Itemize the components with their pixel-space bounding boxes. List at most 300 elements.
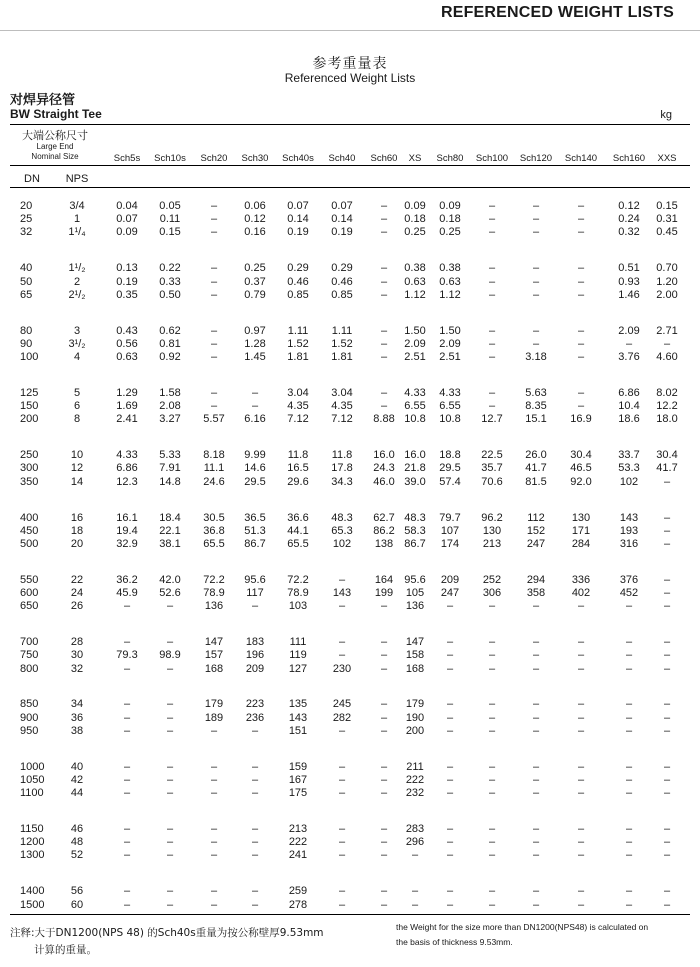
nps-cell: 46 [70, 823, 84, 835]
nps-cell: 4 [73, 351, 81, 363]
weight-cell-sch100: – [488, 885, 496, 898]
weight-cell-sch120: 247 [526, 537, 546, 550]
weight-cell-sch20: – [210, 213, 218, 226]
weight-cell-sch120: – [532, 711, 540, 724]
weight-cell-xs: 168 [405, 662, 425, 675]
weight-cell-xs: 105 [405, 587, 425, 599]
weight-cell-sch10s: 3.27 [159, 413, 181, 426]
weight-cell-sch20: – [210, 337, 218, 350]
weight-cell-sch40: 17.8 [331, 462, 353, 475]
weight-cell-sch60: – [380, 275, 388, 288]
weight-cell-sch5s: 12.3 [116, 475, 138, 488]
weight-cell-sch5s: – [123, 724, 131, 737]
weight-cell-sch120: – [532, 324, 540, 337]
column-header-sch80: Sch80 [436, 153, 464, 164]
weight-cell-sch160: 1.46 [618, 288, 640, 301]
weight-cell-sch30: 183 [245, 636, 265, 649]
weight-cell-sch10s: – [166, 885, 174, 898]
weight-cell-sch30: 0.16 [244, 226, 266, 239]
weight-cell-xxs: – [663, 836, 671, 849]
weight-cell-xs: – [411, 849, 419, 862]
weight-cell-sch10s: – [166, 600, 174, 613]
weight-cell-sch160: 452 [619, 587, 639, 599]
dn-cell: 100 [20, 351, 39, 363]
nps-cell: 42 [70, 773, 84, 786]
weight-cell-sch30: – [251, 724, 259, 737]
weight-cell-sch20: 11.1 [203, 462, 225, 475]
weight-cell-sch120: – [532, 836, 540, 849]
weight-cell-sch10s: 0.22 [159, 262, 181, 275]
nps-cell: 1 [73, 213, 81, 226]
weight-cell-sch40s: 143 [288, 711, 308, 724]
weight-cell-sch30: 1.45 [244, 351, 266, 363]
weight-cell-sch140: 130 [571, 511, 591, 524]
table-row [0, 848, 700, 863]
weight-cell-sch30: – [251, 400, 259, 413]
weight-cell-sch30: 95.6 [244, 573, 266, 586]
weight-cell-sch60: – [380, 711, 388, 724]
weight-cell-sch30: 14.6 [244, 462, 266, 475]
footnote-cn-line1: 注释:大于DN1200(NPS 48) 的Sch40s重量为按公称壁厚9.53mm [10, 927, 324, 939]
weight-cell-sch5s: – [123, 600, 131, 613]
dn-cell: 40 [20, 262, 33, 275]
weight-cell-sch100: – [488, 288, 496, 301]
footnote-en-line2: the basis of thickness 9.53mm. [396, 937, 513, 947]
weight-cell-sch5s: – [123, 773, 131, 786]
weight-cell-sch140: 336 [571, 573, 591, 586]
weight-cell-sch40: – [338, 898, 346, 911]
weight-cell-sch80: – [446, 760, 454, 773]
weight-cell-xs: 200 [405, 724, 425, 737]
weight-cell-sch10s: 52.6 [159, 587, 181, 599]
weight-cell-sch120: – [532, 337, 540, 350]
weight-cell-sch20: 136 [204, 600, 224, 613]
weight-cell-sch100: – [488, 760, 496, 773]
weight-cell-sch40s: 0.46 [287, 275, 309, 288]
weight-cell-sch20: – [210, 898, 218, 911]
weight-cell-sch40s: 159 [288, 760, 308, 773]
nps-cell: 48 [70, 836, 84, 849]
nps-cell: 28 [70, 636, 84, 649]
weight-cell-sch100: – [488, 836, 496, 849]
weight-cell-sch160: 0.32 [618, 226, 640, 239]
nps-cell: 6 [73, 400, 81, 413]
table-row [0, 350, 700, 365]
weight-cell-sch10s: 0.50 [159, 288, 181, 301]
weight-cell-sch80: – [446, 836, 454, 849]
weight-cell-sch40s: 0.19 [287, 226, 309, 239]
weight-cell-xs: 211 [406, 760, 424, 773]
weight-cell-sch80: – [446, 662, 454, 675]
weight-cell-sch20: – [210, 823, 218, 835]
weight-cell-sch60: – [380, 898, 388, 911]
weight-cell-sch10s: 5.33 [159, 449, 181, 462]
dn-cell: 20 [20, 200, 33, 212]
weight-cell-sch20: – [210, 288, 218, 301]
nps-cell: 3/4 [69, 200, 85, 212]
weight-cell-sch120: – [532, 226, 540, 239]
weight-cell-sch160: 376 [619, 573, 639, 586]
weight-cell-sch140: – [577, 773, 585, 786]
weight-cell-sch40: 102 [332, 537, 352, 550]
weight-cell-sch140: – [577, 636, 585, 649]
weight-cell-sch160: – [625, 836, 633, 849]
weight-cell-sch40s: 111 [289, 636, 307, 649]
weight-cell-sch120: 152 [526, 524, 546, 537]
weight-cell-sch30: 0.97 [244, 324, 266, 337]
table-row [0, 288, 700, 303]
weight-cell-sch160: 3.76 [618, 351, 640, 363]
weight-cell-sch60: – [380, 288, 388, 301]
dn-cell: 550 [20, 573, 39, 586]
weight-cell-sch120: – [532, 288, 540, 301]
section-title-en: BW Straight Tee [10, 107, 102, 121]
weight-cell-sch60: – [380, 773, 388, 786]
weight-cell-xs: 2.51 [404, 351, 426, 363]
weight-cell-xxs: 12.2 [656, 400, 678, 413]
weight-cell-sch40s: 151 [288, 724, 308, 737]
weight-cell-xxs: 30.4 [656, 449, 678, 462]
weight-cell-sch160: 0.51 [618, 262, 640, 275]
weight-cell-sch140: – [577, 760, 585, 773]
weight-cell-sch40s: 259 [288, 885, 308, 898]
weight-cell-sch140: 284 [571, 537, 591, 550]
column-header-sch5s: Sch5s [113, 153, 141, 164]
weight-cell-sch140: – [577, 787, 585, 800]
weight-cell-sch30: 117 [246, 587, 264, 599]
nps-cell: 12 [70, 462, 84, 475]
weight-cell-sch40s: 0.85 [287, 288, 309, 301]
weight-cell-sch140: – [577, 724, 585, 737]
weight-cell-sch40s: 103 [288, 600, 308, 613]
weight-cell-sch80: 0.38 [439, 262, 461, 275]
dn-cell: 90 [20, 337, 33, 350]
weight-cell-xs: 158 [405, 649, 425, 662]
dn-cell: 200 [20, 413, 39, 426]
weight-cell-xxs: – [663, 524, 671, 537]
weight-cell-sch100: – [488, 400, 496, 413]
nps-cell: 26 [70, 600, 84, 613]
dn-cell: 1150 [20, 823, 44, 835]
weight-cell-xxs: – [663, 773, 671, 786]
table-body-rule [10, 187, 690, 188]
weight-cell-sch140: – [577, 823, 585, 835]
weight-cell-sch80: 57.4 [439, 475, 461, 488]
weight-cell-sch60: – [380, 351, 388, 363]
weight-cell-sch140: – [577, 649, 585, 662]
table-row [0, 537, 700, 552]
weight-cell-sch40s: 213 [288, 823, 308, 835]
nps-cell: 3¹/₂ [68, 337, 86, 350]
weight-cell-sch60: – [380, 724, 388, 737]
weight-cell-sch40: – [338, 773, 346, 786]
nps-cell: 5 [73, 386, 81, 399]
weight-cell-sch160: – [625, 337, 633, 350]
weight-cell-xs: 48.3 [404, 511, 426, 524]
weight-cell-sch30: – [251, 898, 259, 911]
weight-cell-sch30: 236 [245, 711, 265, 724]
weight-cell-sch120: 26.0 [525, 449, 547, 462]
nps-cell: 38 [70, 724, 84, 737]
weight-cell-xs: 21.8 [404, 462, 426, 475]
weight-cell-sch40: 230 [332, 662, 352, 675]
weight-cell-sch160: – [625, 898, 633, 911]
weight-cell-xs: 10.8 [404, 413, 426, 426]
weight-cell-xxs: 0.45 [656, 226, 678, 239]
weight-cell-xxs: – [663, 787, 671, 800]
weight-cell-sch120: – [532, 760, 540, 773]
weight-cell-sch60: – [380, 849, 388, 862]
weight-cell-sch10s: 1.58 [159, 386, 181, 399]
weight-cell-sch10s: 0.15 [159, 226, 181, 239]
weight-cell-sch120: – [532, 636, 540, 649]
weight-cell-sch5s: – [123, 760, 131, 773]
weight-cell-sch5s: 0.35 [116, 288, 138, 301]
weight-cell-sch140: 171 [571, 524, 591, 537]
nps-cell: 44 [70, 787, 84, 800]
table-row [0, 898, 700, 913]
weight-cell-sch120: – [532, 213, 540, 226]
table-top-rule [10, 124, 690, 125]
weight-cell-sch160: 6.86 [618, 386, 640, 399]
weight-cell-sch80: 0.25 [439, 226, 461, 239]
weight-cell-sch100: – [488, 849, 496, 862]
weight-cell-sch100: – [488, 275, 496, 288]
weight-cell-xs: 4.33 [404, 386, 426, 399]
weight-cell-sch40s: 29.6 [287, 475, 309, 488]
weight-cell-sch40: – [338, 849, 346, 862]
weight-cell-xxs: 41.7 [656, 462, 678, 475]
weight-cell-sch160: – [625, 787, 633, 800]
weight-cell-sch60: – [380, 885, 388, 898]
weight-cell-sch40: 282 [332, 711, 352, 724]
weight-cell-sch20: 157 [204, 649, 224, 662]
weight-cell-sch5s: 4.33 [116, 449, 138, 462]
weight-cell-sch10s: 0.11 [159, 213, 181, 226]
weight-cell-sch10s: – [166, 662, 174, 675]
weight-cell-sch80: 10.8 [439, 413, 461, 426]
footnote-cn-line2: 计算的重量。 [34, 944, 97, 956]
weight-cell-sch100: – [488, 662, 496, 675]
weight-cell-sch5s: 0.43 [116, 324, 138, 337]
weight-cell-sch120: – [532, 724, 540, 737]
weight-cell-sch100: – [488, 649, 496, 662]
weight-cell-sch10s: 18.4 [159, 511, 181, 524]
dn-cell: 25 [20, 213, 33, 226]
weight-cell-sch140: – [577, 711, 585, 724]
weight-cell-sch100: 12.7 [481, 413, 503, 426]
weight-cell-sch10s: – [166, 760, 174, 773]
table-row [0, 724, 700, 739]
weight-cell-sch100: – [488, 213, 496, 226]
dn-cell: 1050 [20, 773, 45, 786]
weight-cell-sch140: – [577, 849, 585, 862]
weight-cell-sch40: 65.3 [331, 524, 353, 537]
weight-cell-xxs: 0.15 [656, 200, 678, 212]
nps-cell: 3 [73, 324, 81, 337]
dn-cell: 850 [20, 698, 39, 711]
weight-cell-sch5s: 32.9 [116, 537, 138, 550]
weight-cell-sch80: 4.33 [439, 386, 461, 399]
weight-cell-xxs: 4.60 [656, 351, 678, 363]
weight-cell-sch100: – [488, 898, 496, 911]
column-header-sch10s: Sch10s [154, 153, 186, 164]
weight-cell-sch40: 0.14 [331, 213, 353, 226]
weight-cell-sch60: – [380, 200, 388, 212]
weight-cell-sch120: – [532, 885, 540, 898]
weight-cell-xxs: 2.00 [656, 288, 678, 301]
footnote-en [396, 920, 686, 950]
size-header-en-line1: Large End [36, 142, 74, 151]
weight-cell-xs: 0.38 [404, 262, 426, 275]
dn-cell: 700 [20, 636, 39, 649]
weight-cell-sch5s: 79.3 [116, 649, 138, 662]
weight-cell-sch40s: 1.11 [287, 324, 309, 337]
weight-cell-sch5s: 1.69 [116, 400, 138, 413]
weight-cell-sch160: – [625, 636, 633, 649]
weight-cell-sch10s: – [166, 698, 174, 711]
dn-cell: 650 [20, 600, 39, 613]
weight-cell-sch80: 29.5 [439, 462, 461, 475]
dn-cell: 400 [20, 511, 39, 524]
weight-cell-sch20: 30.5 [203, 511, 225, 524]
weight-cell-sch160: 53.3 [618, 462, 640, 475]
weight-cell-xs: 0.63 [404, 275, 426, 288]
weight-cell-sch30: 86.7 [244, 537, 266, 550]
weight-cell-sch120: 3.18 [525, 351, 547, 363]
weight-cell-sch140: – [577, 600, 585, 613]
weight-cell-xs: 6.55 [404, 400, 426, 413]
weight-cell-sch60: 86.2 [373, 524, 395, 537]
weight-cell-sch5s: 6.86 [116, 462, 138, 475]
weight-cell-sch100: 213 [482, 537, 502, 550]
weight-cell-sch40s: 0.07 [287, 200, 309, 212]
dn-cell: 65 [20, 288, 33, 301]
weight-cell-sch10s: 0.81 [159, 337, 181, 350]
column-header-sch40: Sch40 [328, 153, 356, 164]
weight-cell-sch5s: – [123, 711, 131, 724]
weight-cell-sch40s: 278 [288, 898, 308, 911]
weight-cell-sch10s: – [166, 636, 174, 649]
weight-cell-sch40s: 3.04 [287, 386, 309, 399]
weight-cell-sch20: 72.2 [203, 573, 225, 586]
nps-cell: 40 [70, 760, 84, 773]
weight-cell-sch40s: 72.2 [287, 573, 309, 586]
weight-cell-sch140: – [577, 386, 585, 399]
weight-cell-sch10s: – [166, 836, 174, 849]
weight-cell-sch40s: 119 [289, 649, 307, 662]
weight-cell-sch10s: – [166, 724, 174, 737]
nps-cell: 56 [70, 885, 84, 898]
weight-cell-sch100: – [488, 724, 496, 737]
weight-cell-sch100: 252 [482, 573, 502, 586]
dn-cell: 350 [20, 475, 39, 488]
weight-cell-sch40s: 11.8 [287, 449, 309, 462]
weight-cell-xxs: 18.0 [656, 413, 678, 426]
weight-cell-sch160: 143 [619, 511, 639, 524]
weight-cell-sch160: – [625, 724, 633, 737]
weight-cell-sch40s: 241 [288, 849, 308, 862]
weight-cell-sch160: – [625, 698, 633, 711]
weight-cell-xs: 2.09 [404, 337, 426, 350]
weight-cell-sch5s: – [123, 836, 131, 849]
nps-cell: 1¹/₄ [68, 226, 86, 239]
weight-cell-xxs: – [663, 511, 671, 524]
weight-cell-sch10s: 0.62 [159, 324, 181, 337]
weight-cell-sch20: 8.18 [203, 449, 225, 462]
weight-cell-sch40: 0.07 [331, 200, 353, 212]
weight-cell-sch140: – [577, 662, 585, 675]
header-divider [0, 30, 700, 31]
weight-cell-sch20: – [210, 351, 218, 363]
weight-cell-sch30: 0.79 [244, 288, 266, 301]
weight-cell-sch160: 2.09 [618, 324, 640, 337]
weight-cell-sch40: 245 [332, 698, 352, 711]
weight-cell-sch30: 51.3 [244, 524, 266, 537]
weight-cell-sch80: – [446, 885, 454, 898]
weight-cell-sch5s: – [123, 823, 131, 835]
weight-cell-sch60: – [380, 386, 388, 399]
weight-cell-sch140: – [577, 226, 585, 239]
weight-cell-sch40: 1.81 [331, 351, 353, 363]
weight-cell-sch40: – [338, 573, 346, 586]
weight-cell-sch120: 8.35 [525, 400, 547, 413]
weight-cell-sch5s: 36.2 [116, 573, 138, 586]
weight-cell-xxs: – [663, 724, 671, 737]
weight-cell-sch30: 6.16 [244, 413, 266, 426]
weight-cell-sch40: – [338, 636, 346, 649]
weight-cell-xxs: – [663, 898, 671, 911]
weight-cell-sch40s: 4.35 [287, 400, 309, 413]
column-header-sch120: Sch120 [519, 153, 553, 164]
dn-cell: 900 [20, 711, 39, 724]
weight-cell-sch5s: 2.41 [116, 413, 138, 426]
column-header-sch60: Sch60 [370, 153, 398, 164]
footnote-en-line1: the Weight for the size more than DN1200(NPS48) is calculated on [396, 922, 649, 932]
weight-cell-sch40: 1.52 [331, 337, 353, 350]
weight-cell-sch140: – [577, 351, 585, 363]
weight-cell-sch160: – [625, 649, 633, 662]
weight-cell-sch20: 65.5 [203, 537, 225, 550]
weight-cell-sch5s: 19.4 [116, 524, 138, 537]
weight-cell-sch30: 9.99 [244, 449, 266, 462]
dn-cell: 125 [20, 386, 39, 399]
nps-cell: 2 [73, 275, 81, 288]
weight-cell-sch60: – [380, 787, 388, 800]
weight-cell-xxs: – [663, 849, 671, 862]
weight-cell-xxs: – [663, 600, 671, 613]
weight-cell-sch140: 46.5 [570, 462, 592, 475]
weight-cell-sch20: 179 [204, 698, 224, 711]
dn-column-header: DN [24, 173, 40, 185]
weight-cell-sch160: 0.24 [618, 213, 640, 226]
table-row [0, 412, 700, 427]
weight-cell-sch40s: 1.81 [287, 351, 309, 363]
weight-cell-sch100: 35.7 [481, 462, 503, 475]
weight-cell-sch30: 0.25 [244, 262, 266, 275]
weight-cell-xs: 1.50 [404, 324, 426, 337]
weight-cell-sch40s: 167 [288, 773, 308, 786]
nps-cell: 60 [70, 898, 84, 911]
weight-cell-xxs: – [663, 587, 671, 599]
weight-cell-sch100: – [488, 200, 496, 212]
weight-cell-sch40s: 7.12 [287, 413, 309, 426]
weight-cell-sch5s: 0.19 [116, 275, 138, 288]
weight-cell-sch5s: 1.29 [116, 386, 138, 399]
weight-cell-xs: 0.09 [404, 200, 426, 212]
weight-cell-sch100: – [488, 711, 496, 724]
section-title-cn: 对焊异径管 [10, 93, 76, 108]
